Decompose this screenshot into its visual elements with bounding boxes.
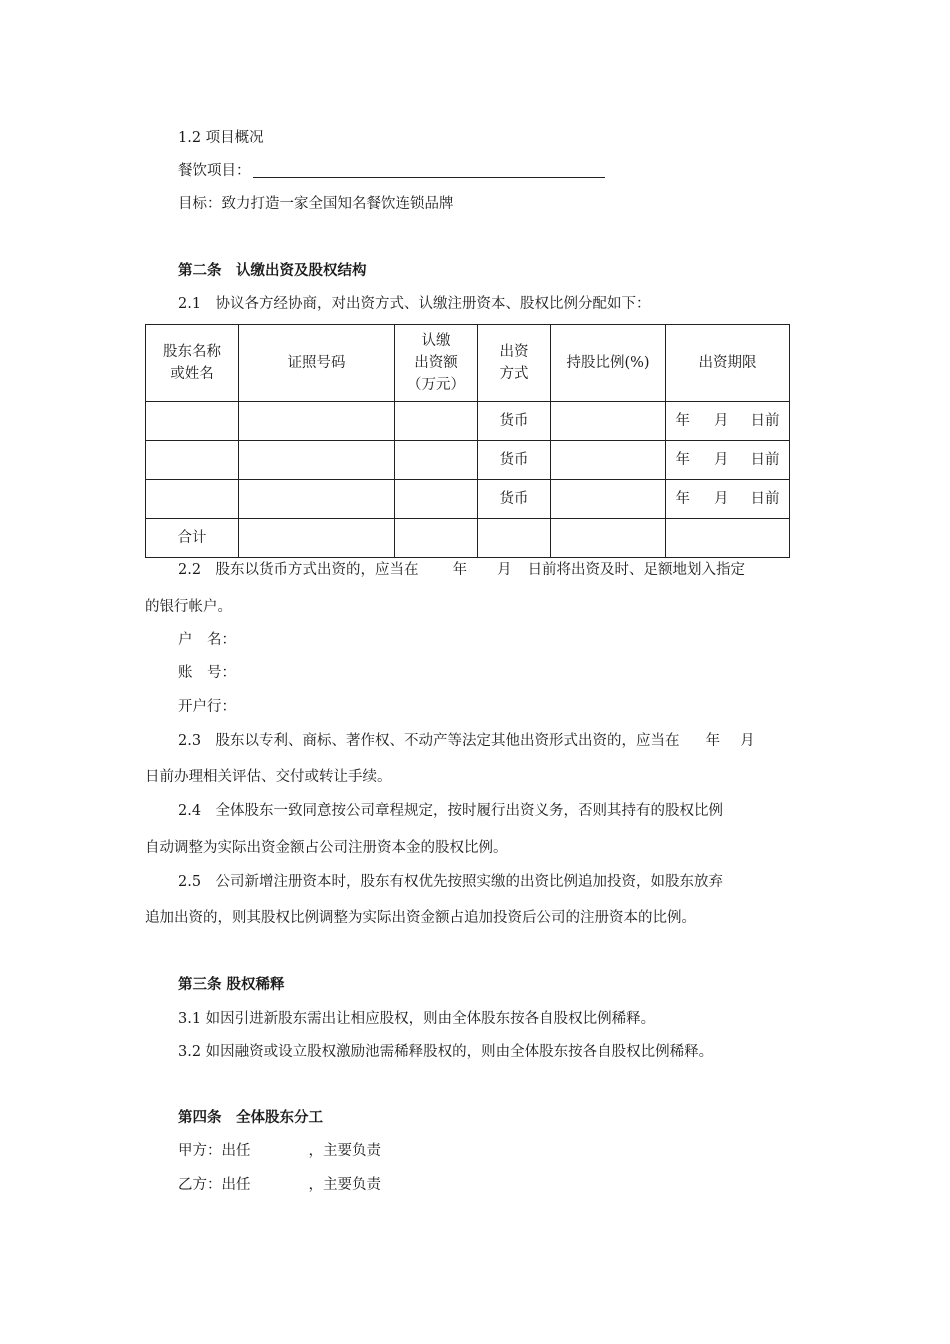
method-cell: 货币 — [478, 480, 551, 519]
bank-field: 开户行： — [178, 699, 236, 715]
party-a-line: 甲方：出任 ，主要负责 — [178, 1143, 381, 1159]
paragraph-2-3: 2.3 股东以专利、商标、著作权、不动产等法定其他出资形式出资的，应当在 年 月 — [178, 733, 755, 749]
goal-text: 目标：致力打造一家全国知名餐饮连锁品牌 — [178, 196, 454, 212]
paragraph-2-2-cont: 的银行帐户。 — [145, 599, 232, 615]
header-subscribed-amount: 认缴 出资额 （万元） — [395, 325, 478, 402]
paragraph-2-3-cont: 日前办理相关评估、交付或转让手续。 — [145, 769, 392, 785]
total-label: 合计 — [146, 519, 239, 558]
account-number-field: 账 号： — [178, 665, 236, 681]
method-cell: 货币 — [478, 402, 551, 441]
table-row — [146, 480, 790, 519]
header-contribution-method: 出资 方式 — [478, 325, 551, 402]
paragraph-2-4-cont: 自动调整为实际出资金额占公司注册资本金的股权比例。 — [145, 840, 508, 856]
paragraph-2-5: 2.5 公司新增注册资本时，股东有权优先按照实缴的出资比例追加投资，如股东放弃 — [178, 874, 724, 890]
table-row — [146, 441, 790, 480]
paragraph-2-5-cont: 追加出资的，则其股权比例调整为实际出资金额占追加投资后公司的注册资本的比例。 — [145, 910, 696, 926]
deadline-cell: 年 月 日前 — [666, 402, 790, 441]
table-header-row — [146, 325, 790, 402]
paragraph-2-2: 2.2 股东以货币方式出资的，应当在 年 月 日前将出资及时、足额地划入指定 — [178, 562, 746, 578]
equity-table — [145, 324, 790, 558]
project-label: 餐饮项目： — [178, 163, 251, 179]
header-shareholder: 股东名称 或姓名 — [146, 325, 239, 402]
paragraph-2-4: 2.4 全体股东一致同意按公司章程规定，按时履行出资义务，否则其持有的股权比例 — [178, 803, 724, 819]
deadline-cell: 年 月 日前 — [666, 441, 790, 480]
method-cell: 货币 — [478, 441, 551, 480]
header-share-ratio: 持股比例(%) — [551, 325, 666, 402]
table-row — [146, 402, 790, 441]
table-total-row — [146, 519, 790, 558]
account-name-field: 户 名： — [178, 632, 236, 648]
article-2-title: 第二条 认缴出资及股权结构 — [178, 262, 367, 279]
header-id-number: 证照号码 — [239, 325, 395, 402]
section-heading-1-2: 1.2 项目概况 — [178, 130, 264, 146]
header-contribution-deadline: 出资期限 — [666, 325, 790, 402]
article-4-title: 第四条 全体股东分工 — [178, 1109, 323, 1126]
deadline-cell: 年 月 日前 — [666, 480, 790, 519]
paragraph-3-1: 3.1 如因引进新股东需出让相应股权，则由全体股东按各自股权比例稀释。 — [178, 1011, 656, 1027]
paragraph-3-2: 3.2 如因融资或设立股权激励池需稀释股权的，则由全体股东按各自股权比例稀释。 — [178, 1044, 714, 1060]
paragraph-2-1: 2.1 协议各方经协商，对出资方式、认缴注册资本、股权比例分配如下： — [178, 296, 651, 312]
project-blank — [253, 161, 605, 178]
party-b-line: 乙方：出任 ，主要负责 — [178, 1177, 381, 1193]
project-line — [178, 161, 605, 181]
article-3-title: 第三条 股权稀释 — [178, 976, 285, 993]
